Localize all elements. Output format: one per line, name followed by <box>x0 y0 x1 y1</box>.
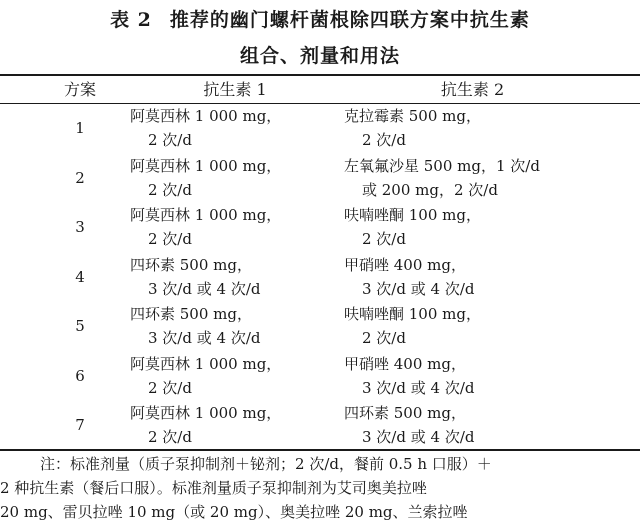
table-row <box>0 154 640 204</box>
dose-text: 阿莫西林 1 000 mg， <box>130 404 282 422</box>
antibiotic-2-cell <box>344 154 540 202</box>
antibiotic-2-cell <box>344 352 474 400</box>
antibiotic-1-cell <box>130 352 281 400</box>
antibiotic-1-cell <box>130 104 281 152</box>
title-text-1: 推荐的幽门螺杆菌根除四联方案中抗生素 <box>169 9 530 31</box>
dose-text: 四环素 500 mg， <box>130 255 252 274</box>
bottom-rule <box>0 449 640 451</box>
frequency-text: 2 次/d <box>148 180 192 199</box>
antibiotic-1-cell <box>130 203 281 251</box>
table-row <box>0 203 640 253</box>
title-line-2: 组合、剂量和用法 <box>239 45 400 67</box>
note-line-2: 2 种抗生素（餐后口服）。标准剂量质子泵抑制剂为艾司奥美拉唑 <box>0 479 427 497</box>
dose-text: 阿莫西林 1 000 mg， <box>130 107 282 125</box>
frequency-text: 2 次/d <box>362 230 406 248</box>
dose-text: 甲硝唑 400 mg， <box>344 354 466 373</box>
dose-text: 四环素 500 mg， <box>130 305 252 323</box>
dose-text: 阿莫西林 1 000 mg， <box>130 354 282 373</box>
antibiotic-1-cell <box>130 253 260 301</box>
frequency-text: 3 次/d 或 4 次/d <box>148 329 261 347</box>
antibiotic-1-cell <box>130 154 281 202</box>
header-antibiotic-1: 抗生素 1 <box>203 80 267 99</box>
dose-text: 四环素 500 mg， <box>344 404 466 422</box>
antibiotic-1-cell <box>130 401 281 449</box>
table-number: 表 2 <box>110 9 152 31</box>
frequency-text: 或 200 mg，2 次/d <box>362 180 498 199</box>
frequency-text: 2 次/d <box>362 131 406 149</box>
header-antibiotic-2: 抗生素 2 <box>440 80 505 99</box>
table-row <box>0 302 640 352</box>
table-body <box>0 104 640 451</box>
scheme-number: 3 <box>75 218 85 236</box>
scheme-number: 4 <box>75 267 85 286</box>
dose-text: 呋喃唑酮 100 mg， <box>344 305 481 323</box>
table-row <box>0 253 640 303</box>
frequency-text: 3 次/d 或 4 次/d <box>148 279 261 298</box>
dose-text: 克拉霉素 500 mg， <box>344 107 481 125</box>
note-line-3: 20 mg、雷贝拉唑 10 mg（或 20 mg）、奥美拉唑 20 mg、兰索拉唑 <box>0 503 468 521</box>
frequency-text: 3 次/d 或 4 次/d <box>362 428 475 446</box>
frequency-text: 2 次/d <box>148 378 192 397</box>
scheme-number: 1 <box>75 119 85 137</box>
table-note <box>0 452 640 524</box>
table-row <box>0 352 640 402</box>
dose-text: 左氧氟沙星 500 mg，1 次/d <box>344 156 540 175</box>
dose-text: 甲硝唑 400 mg， <box>344 255 466 274</box>
scheme-number: 6 <box>75 366 85 385</box>
scheme-number: 2 <box>75 168 85 187</box>
header-scheme: 方案 <box>63 80 96 99</box>
note-line-1: 注：标准剂量（质子泵抑制剂＋铋剂；2 次/d，餐前 0.5 h 口服）＋ <box>40 455 492 473</box>
antibiotic-2-cell <box>344 302 481 350</box>
antibiotic-2-cell <box>344 253 474 301</box>
scheme-number: 5 <box>75 317 85 335</box>
dose-text: 呋喃唑酮 100 mg， <box>344 206 481 224</box>
antibiotic-2-cell <box>344 401 474 449</box>
title-line-1 <box>0 2 640 38</box>
table-row <box>0 104 640 154</box>
scheme-number: 7 <box>75 416 85 434</box>
antibiotic-2-cell <box>344 104 481 152</box>
antibiotic-1-cell <box>130 302 260 350</box>
frequency-text: 2 次/d <box>148 131 192 149</box>
dose-text: 阿莫西林 1 000 mg， <box>130 206 282 224</box>
frequency-text: 2 次/d <box>148 230 192 248</box>
table-row <box>0 401 640 451</box>
frequency-text: 2 次/d <box>148 428 192 446</box>
frequency-text: 2 次/d <box>362 329 406 347</box>
antibiotic-2-cell <box>344 203 481 251</box>
dose-text: 阿莫西林 1 000 mg， <box>130 156 282 175</box>
frequency-text: 3 次/d 或 4 次/d <box>362 378 475 397</box>
frequency-text: 3 次/d 或 4 次/d <box>362 279 475 298</box>
